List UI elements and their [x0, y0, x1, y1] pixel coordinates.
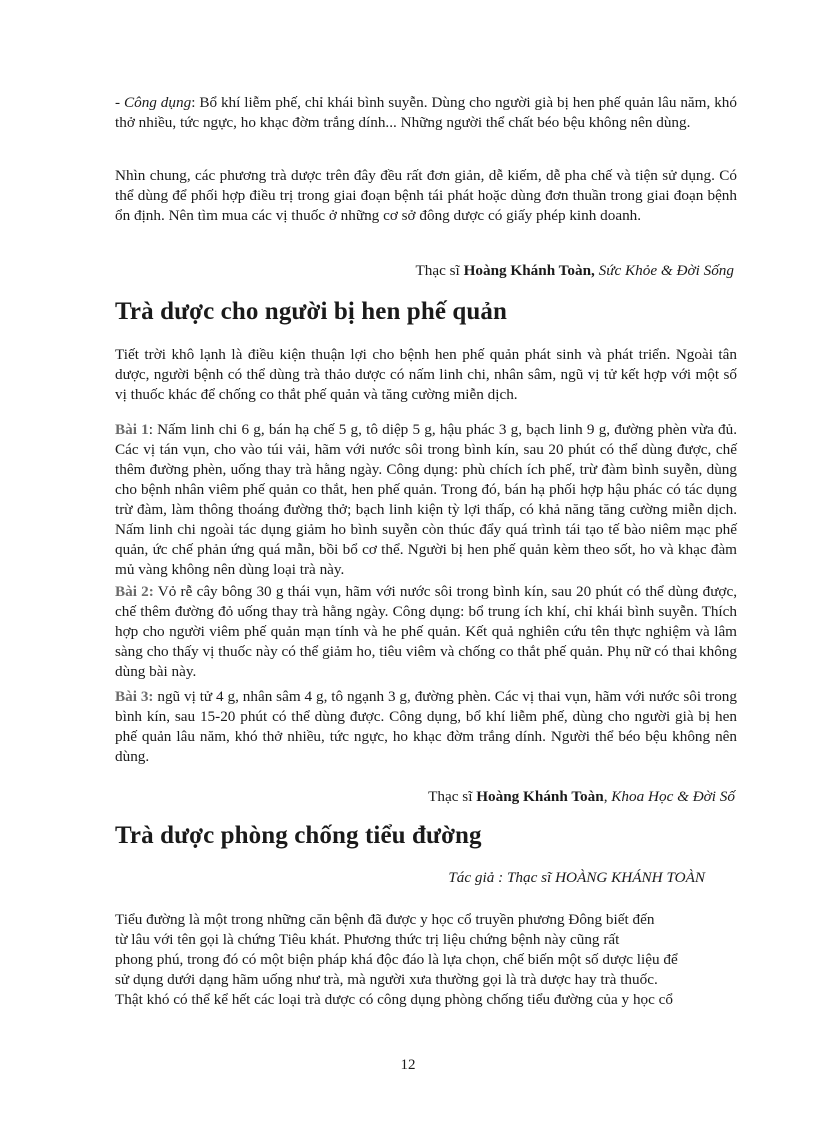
summary-paragraph: Nhìn chung, các phương trà dược trên đây đều rất đơn giản, dễ kiếm, dễ pha chế và tiện sử dụng. Có thể dùng để phối hợp điều trị trong giai đoạn bệnh tái phát hoặc dùng đơn thuần trong giai đoạn bệnh ổn định. Nên tìm mua các vị thuốc ở những cơ sở đông dược có giấy phép kinh doanh. [115, 167, 737, 224]
signature-1-prefix: Thạc sĩ [415, 262, 460, 279]
usage-text: : Bổ khí liễm phế, chỉ khái bình suyễn. Dùng cho người già bị hen phế quản lâu năm, khó thở nhiều, tức ngực, ho khạc đờm trắng dính... Những người thể chất béo bệu không nên dùng. [115, 94, 737, 131]
signature-1 [115, 261, 734, 281]
signature-2-name: Hoàng Khánh Toàn [476, 788, 604, 805]
usage-label: Công dụng [123, 94, 192, 111]
recipe-2 [115, 582, 737, 682]
page-number: 12 [400, 1057, 416, 1073]
article-2-author-text: Tác giả : Thạc sĩ HOÀNG KHÁNH TOÀN [448, 869, 705, 886]
signature-2: Thạc sĩ Hoàng Khánh Toàn, Khoa Học & Đời Số [428, 788, 735, 805]
signature-1-source: Sức Khỏe & Đời Sống [598, 262, 734, 279]
article-1-title: Trà dược cho người bị hen phế quản [115, 298, 507, 325]
article-2-line: Thật khó có thể kể hết các loại trà dược có công dụng phòng chống tiểu đường của y học cổ [115, 991, 674, 1008]
article-2-line: từ lâu với tên gọi là chứng Tiêu khát. Phương thức trị liệu chứng bệnh này cũng rất [115, 931, 620, 948]
recipe-3 [115, 687, 737, 767]
article-2-title: Trà dược phòng chống tiểu đường [115, 822, 482, 849]
recipe-1-label: Bài 1 [115, 421, 149, 438]
recipe-3-text: ngũ vị tử 4 g, nhân sâm 4 g, tô ngạnh 3 g, đường phèn. Các vị thai vụn, hãm với nước sôi trong bình kín, sau 15-20 phút có thể dùng được. Công dụng, bổ khí liễm phế, dùng cho người già bị hen phế quản lâu năm, khó thở nhiều, tức ngực, ho khạc đờm trắng dính. Người thể béo bệu không nên dùng. [115, 688, 737, 765]
recipe-1 [115, 420, 737, 580]
recipe-2-text: Vỏ rễ cây bông 30 g thái vụn, hãm với nước sôi trong bình kín, sau 20 phút có thể dùng được, chế thêm đường đỏ uống thay trà hằng ngày. Công dụng: bổ trung ích khí, chỉ khái bình suyễn. Thích hợp cho người viêm phế quản mạn tính và he phế quản. Kết quả nghiên cứu tên thực nghiệm và lâm sàng cho thấy vị thuốc này có thể giảm ho, tiêu viêm và chống co thắt phế quản. Phụ nữ có thai không dùng bài này. [115, 583, 737, 680]
article-2-author [115, 868, 705, 888]
signature-1-name: Hoàng Khánh Toàn, [463, 262, 595, 279]
recipe-2-label: Bài 2: [115, 583, 154, 600]
usage-paragraph: - Công dụng: Bổ khí liễm phế, chỉ khái bình suyễn. Dùng cho người già bị hen phế quản lâu năm, khó thở nhiều, tức ngực, ho khạc đờm trắng dính... Những người thể chất béo bệu không nên dùng. [115, 94, 737, 131]
article-2-body [115, 910, 737, 1010]
article-2-line: Tiểu đường là một trong những căn bệnh đã được y học cổ truyền phương Đông biết đến [115, 911, 655, 928]
recipe-1-text: : Nấm linh chi 6 g, bán hạ chế 5 g, tô diệp 5 g, hậu phác 3 g, bạch linh 9 g, đường phèn vừa đủ. Các vị tán vụn, cho vào túi vải, hãm với nước sôi trong bình kín, sau 20 phút có thể dùng được, chế thêm đường phèn, uống thay trà hằng ngày. Công dụng: phù chích ích phế, trừ đàm bình suyễn, dùng cho bệnh nhân viêm phế quản co thắt, hen phế quản. Trong đó, bán hạ phối hợp hậu phác có tác dụng trừ đàm, làm thông thoáng đường thở; bạch linh kiện tỳ lợi thấp, có khả năng tăng cường miễn dịch. Nấm linh chi ngoài tác dụng giảm ho bình suyễn còn thúc đẩy quá trình tái tạo tế bào niêm mạc phế quản, ức chế phản ứng quá mẫn, bồi bổ cơ thể. Người bị hen phế quản kèm theo sốt, ho và khạc đàm mủ vàng không nên dùng loại trà này. [115, 421, 737, 578]
article-2-line: phong phú, trong đó có một biện pháp khá độc đáo là lựa chọn, chế biến một số dược liệu để [115, 951, 678, 968]
article-1-intro: Tiết trời khô lạnh là điều kiện thuận lợi cho bệnh hen phế quản phát sinh và phát triển. Ngoài tân dược, người bệnh có thể dùng trà thảo dược có nấm linh chi, nhân sâm, ngũ vị tử kết hợp với một số vị thuốc khác để chống co thắt phế quản và tăng cường miễn dịch. [115, 346, 737, 403]
signature-2-source: Khoa Học & Đời Số [611, 788, 735, 805]
recipe-3-label: Bài 3: [115, 688, 154, 705]
article-2-line: sử dụng dưới dạng hãm uống như trà, mà người xưa thường gọi là trà dược hay trà thuốc. [115, 971, 658, 988]
signature-2-prefix: Thạc sĩ [428, 788, 473, 805]
